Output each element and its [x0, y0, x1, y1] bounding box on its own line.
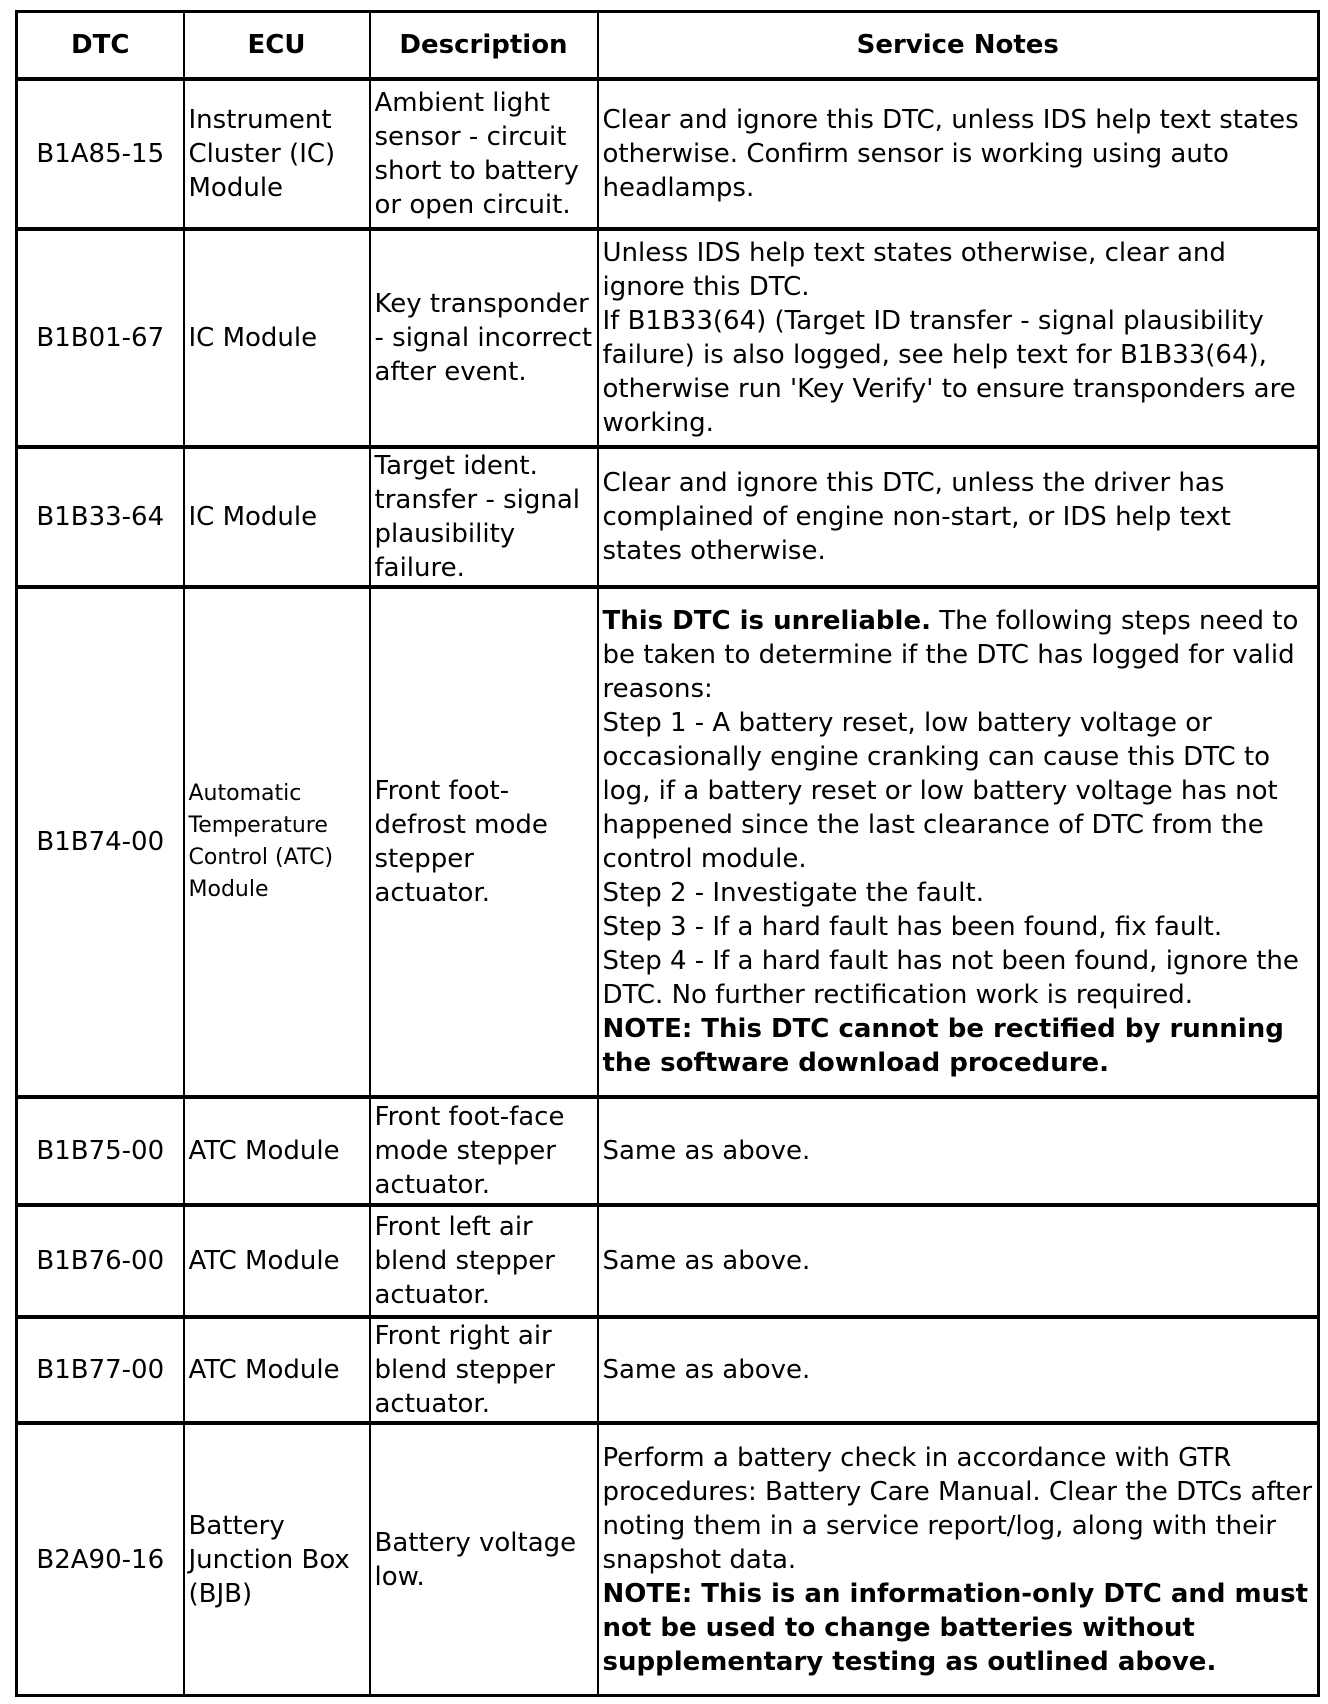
note-warning: NOTE: This is an information-only DTC and must not be used to change batteries without supplementary testing as outlined above. — [602, 1578, 1309, 1677]
service-notes-cell — [598, 587, 1319, 1097]
service-notes-cell — [598, 79, 1319, 229]
dtc-code-cell: B1A85-15 — [17, 79, 184, 229]
table-row — [17, 229, 1319, 447]
note-text: The following steps need to be taken to determine if the DTC has logged for valid reasons: — [602, 606, 1299, 704]
description-cell: Front right air blend stepper actuator. — [370, 1317, 598, 1423]
note-line: Step 4 - If a hard fault has not been found, ignore the DTC. No further rectification work is required. — [602, 946, 1299, 1010]
table-row — [17, 1097, 1319, 1205]
header-row — [17, 12, 1319, 80]
ecu-cell: ATC Module — [184, 1317, 370, 1423]
ecu-cell: ATC Module — [184, 1097, 370, 1205]
description-cell: Battery voltage low. — [370, 1423, 598, 1696]
note-line: Same as above. — [602, 1136, 811, 1166]
header-dtc: DTC — [17, 12, 184, 80]
service-notes-cell — [598, 1423, 1319, 1696]
description-cell: Front foot-defrost mode stepper actuator. — [370, 587, 598, 1097]
description-cell: Ambient light sensor - circuit short to battery or open circuit. — [370, 79, 598, 229]
note-line — [603, 604, 1314, 706]
note-line: Clear and ignore this DTC, unless the driver has complained of engine non-start, or IDS help text states otherwise. — [602, 468, 1231, 566]
ecu-cell: IC Module — [184, 229, 370, 447]
service-notes-cell — [598, 229, 1319, 447]
header-service-notes: Service Notes — [598, 12, 1319, 80]
dtc-table — [15, 10, 1320, 1697]
note-warning: NOTE: This DTC cannot be rectified by running the software download procedure. — [602, 1014, 1284, 1078]
header-description: Description — [370, 12, 598, 80]
dtc-code-cell: B1B75-00 — [17, 1097, 184, 1205]
description-cell: Front left air blend stepper actuator. — [370, 1205, 598, 1317]
ecu-cell: IC Module — [184, 447, 370, 587]
description-cell: Front foot-face mode stepper actuator. — [370, 1097, 598, 1205]
dtc-code-cell: B1B77-00 — [17, 1317, 184, 1423]
table-row — [17, 1205, 1319, 1317]
service-notes-cell — [598, 447, 1319, 587]
ecu-cell: ATC Module — [184, 1205, 370, 1317]
service-notes-cell — [598, 1205, 1319, 1317]
ecu-cell: Automatic Temperature Control (ATC) Module — [184, 587, 370, 1097]
note-line: Step 2 - Investigate the fault. — [602, 878, 984, 908]
ecu-cell: Battery Junction Box (BJB) — [184, 1423, 370, 1696]
table-row — [17, 1423, 1319, 1696]
service-notes-cell — [598, 1317, 1319, 1423]
description-cell: Target ident. transfer - signal plausibility failure. — [370, 447, 598, 587]
note-line: Unless IDS help text states otherwise, clear and ignore this DTC. — [602, 238, 1226, 302]
note-line: Perform a battery check in accordance with GTR procedures: Battery Care Manual. Clear the DTCs after noting them in a service report/log, along with their snapshot data. — [602, 1442, 1313, 1575]
note-line: Clear and ignore this DTC, unless IDS help text states otherwise. Confirm sensor is working using auto headlamps. — [602, 105, 1299, 203]
dtc-code-cell: B1B33-64 — [17, 447, 184, 587]
note-bold-lead: This DTC is unreliable. — [602, 606, 931, 636]
table-row — [17, 587, 1319, 1097]
table-row — [17, 447, 1319, 587]
dtc-code-cell: B1B01-67 — [17, 229, 184, 447]
header-ecu: ECU — [184, 12, 370, 80]
ecu-cell: Instrument Cluster (IC) Module — [184, 79, 370, 229]
dtc-code-cell: B2A90-16 — [17, 1423, 184, 1696]
dtc-code-cell: B1B76-00 — [17, 1205, 184, 1317]
note-line: Step 3 - If a hard fault has been found, fix fault. — [602, 912, 1223, 942]
note-line: Step 1 - A battery reset, low battery voltage or occasionally engine cranking can cause this DTC to log, if a battery reset or low battery voltage has not happened since the last clearance of DTC from the control module. — [602, 708, 1278, 874]
note-line: If B1B33(64) (Target ID transfer - signal plausibility failure) is also logged, see help text for B1B33(64), otherwise run 'Key Verify' to ensure transponders are working. — [602, 306, 1296, 438]
dtc-code-cell: B1B74-00 — [17, 587, 184, 1097]
table-row — [17, 1317, 1319, 1423]
note-line: Same as above. — [602, 1246, 811, 1276]
service-notes-cell — [598, 1097, 1319, 1205]
table-row — [17, 79, 1319, 229]
note-line: Same as above. — [602, 1355, 811, 1385]
description-cell: Key transponder - signal incorrect after event. — [370, 229, 598, 447]
